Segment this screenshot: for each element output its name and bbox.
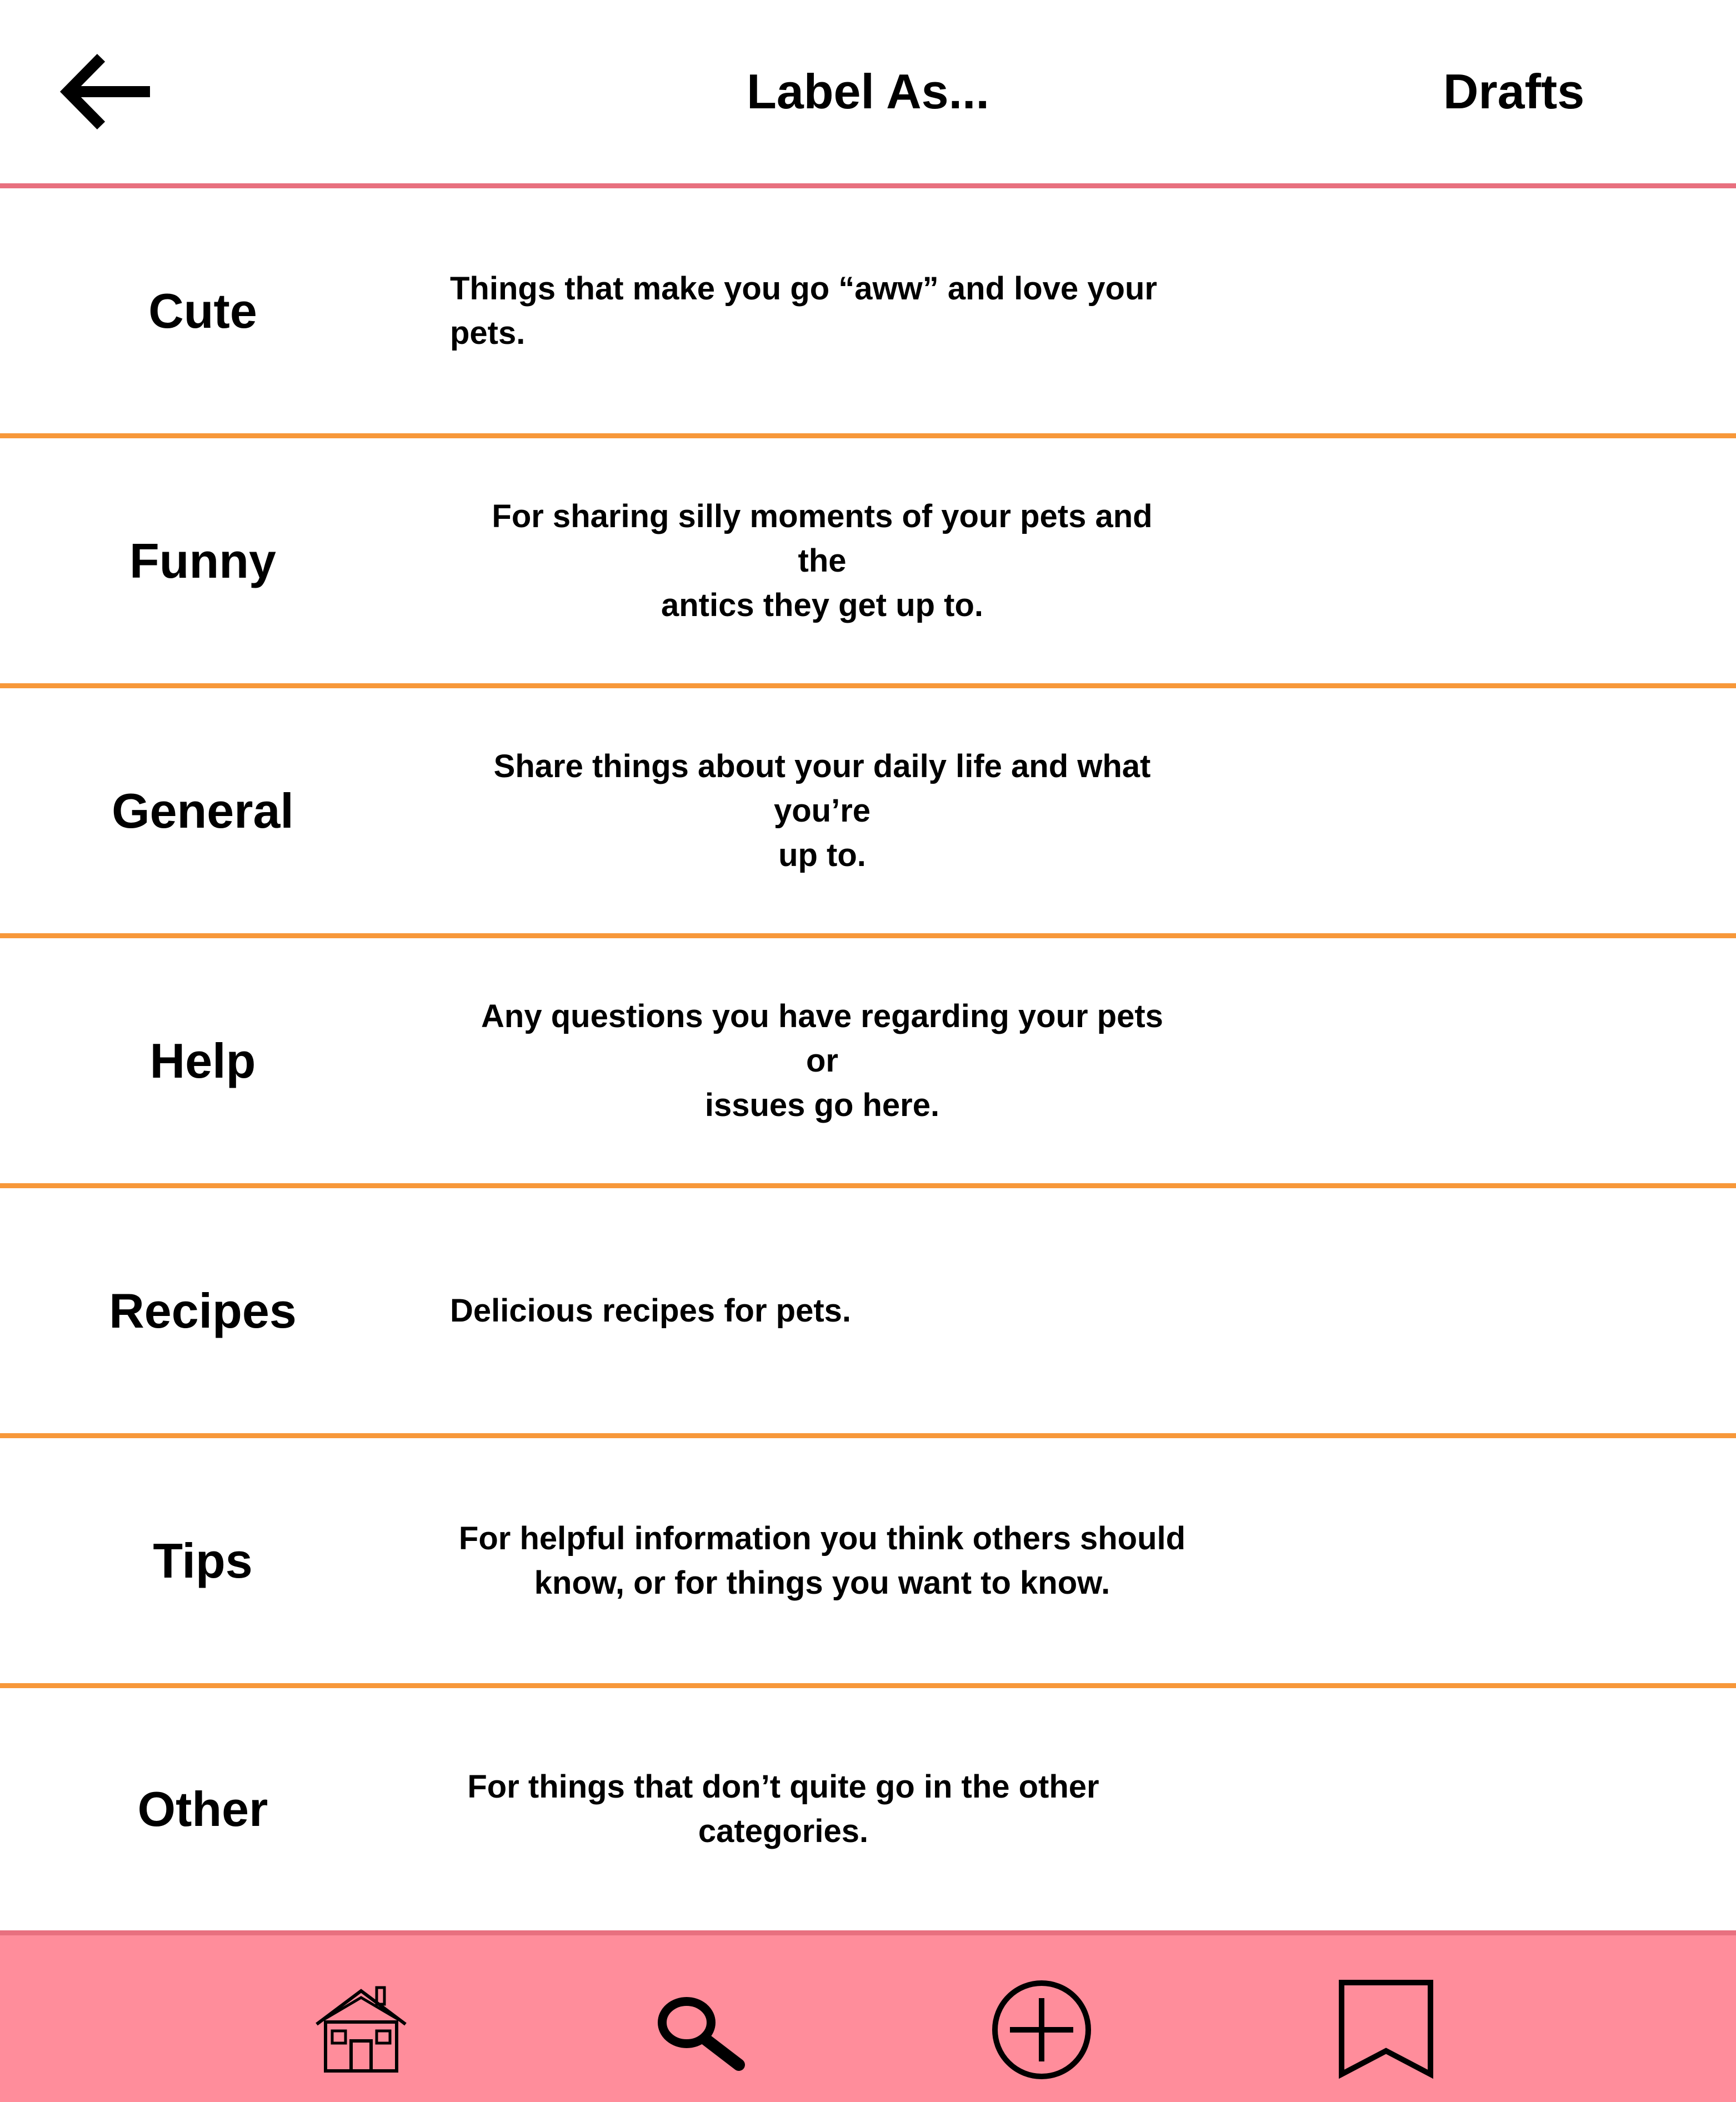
label-row-cute[interactable] bbox=[0, 188, 1736, 438]
label-description-line: Any questions you have regarding your pets or bbox=[481, 998, 1163, 1079]
label-description-text: Delicious recipes for pets. bbox=[450, 1292, 852, 1329]
label-description-line: For helpful information you think others should bbox=[458, 1520, 1186, 1557]
bottom-nav-bar bbox=[0, 1930, 1736, 2102]
label-name: Recipes bbox=[109, 1283, 297, 1338]
header-divider bbox=[0, 183, 1736, 188]
label-name: General bbox=[112, 783, 294, 838]
label-description-line: issues go here. bbox=[704, 1087, 940, 1123]
add-post-button[interactable] bbox=[986, 1974, 1097, 2085]
label-row-general[interactable] bbox=[0, 688, 1736, 938]
page-title: Label As... bbox=[747, 64, 989, 119]
label-row-recipes[interactable] bbox=[0, 1188, 1736, 1438]
label-description-text: Things that make you go “aww” and love your pets. bbox=[450, 270, 1157, 351]
label-row-other[interactable] bbox=[0, 1688, 1736, 1930]
label-name: Cute bbox=[148, 283, 257, 338]
label-description-line: know, or for things you want to know. bbox=[534, 1564, 1110, 1601]
label-name: Help bbox=[149, 1033, 256, 1088]
label-row-tips[interactable] bbox=[0, 1438, 1736, 1688]
label-description-line: Share things about your daily life and what you’re bbox=[493, 748, 1151, 829]
label-description bbox=[450, 688, 1194, 933]
search-button[interactable] bbox=[644, 1974, 756, 2085]
arrow-left-icon bbox=[56, 50, 156, 133]
bookmark-icon bbox=[1336, 1980, 1436, 2080]
label-name: Funny bbox=[129, 533, 276, 588]
label-description-line: up to. bbox=[778, 837, 866, 873]
label-description-line: For things that don’t quite go in the other bbox=[467, 1769, 1099, 1805]
drafts-button[interactable]: Drafts bbox=[1443, 64, 1585, 119]
label-description bbox=[450, 188, 1194, 433]
back-button[interactable] bbox=[56, 50, 156, 133]
home-icon bbox=[311, 1985, 411, 2074]
label-row-funny[interactable] bbox=[0, 438, 1736, 688]
label-description-line: categories. bbox=[698, 1813, 869, 1849]
label-description bbox=[450, 438, 1194, 683]
home-button[interactable] bbox=[306, 1974, 417, 2085]
label-description bbox=[450, 938, 1194, 1183]
label-name: Other bbox=[137, 1781, 268, 1836]
label-description bbox=[450, 1438, 1194, 1683]
label-list bbox=[0, 188, 1736, 1930]
search-icon bbox=[650, 1988, 750, 2071]
label-row-help[interactable] bbox=[0, 938, 1736, 1188]
label-description-line: antics they get up to. bbox=[661, 587, 984, 623]
label-description bbox=[450, 1188, 1194, 1433]
label-description bbox=[450, 1688, 1194, 1930]
header-bar bbox=[0, 0, 1736, 183]
label-name: Tips bbox=[153, 1533, 253, 1588]
bookmark-button[interactable] bbox=[1330, 1974, 1442, 2085]
add-circle-icon bbox=[989, 1977, 1094, 2083]
label-description-line: For sharing silly moments of your pets and the bbox=[492, 498, 1153, 579]
